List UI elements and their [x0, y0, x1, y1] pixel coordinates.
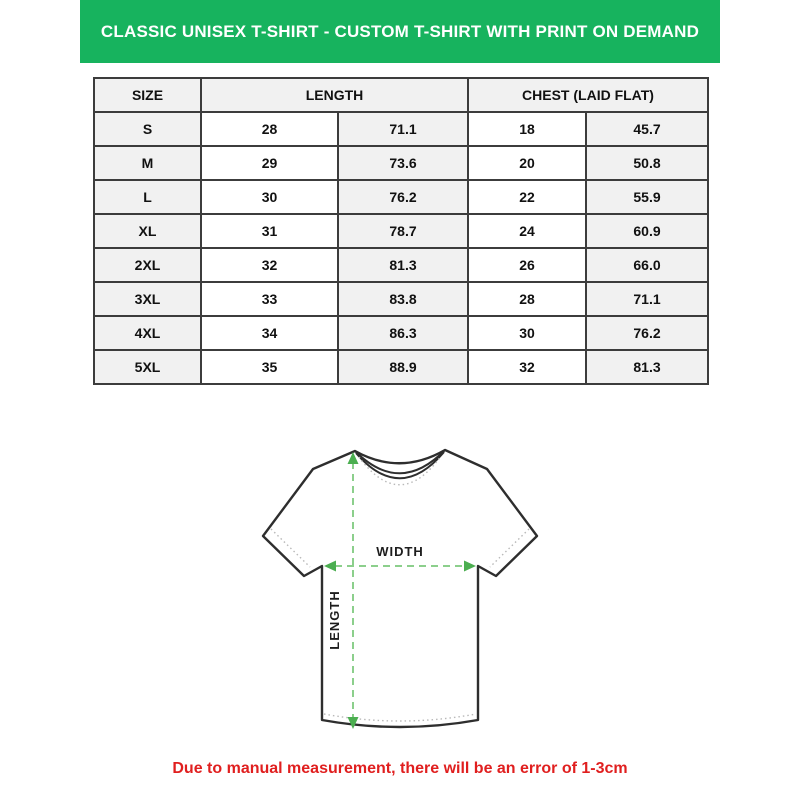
size-cell: L: [94, 180, 201, 214]
chest-inches-cell: 30: [468, 316, 586, 350]
size-cell: 5XL: [94, 350, 201, 384]
length-cm-cell: 81.3: [338, 248, 468, 282]
size-cell: 4XL: [94, 316, 201, 350]
table-row: [94, 146, 708, 180]
chest-cm-cell: 55.9: [586, 180, 708, 214]
chest-inches-cell: 26: [468, 248, 586, 282]
chest-cm-cell: 50.8: [586, 146, 708, 180]
size-cell: S: [94, 112, 201, 146]
banner: [80, 0, 720, 63]
col-header-length: LENGTH: [201, 78, 468, 112]
length-inches-cell: 28: [201, 112, 338, 146]
length-cm-cell: 73.6: [338, 146, 468, 180]
width-label: WIDTH: [376, 544, 424, 559]
chest-cm-cell: 71.1: [586, 282, 708, 316]
table-row: [94, 214, 708, 248]
chest-cm-cell: 45.7: [586, 112, 708, 146]
length-inches-cell: 29: [201, 146, 338, 180]
length-label: LENGTH: [327, 590, 342, 650]
size-cell: M: [94, 146, 201, 180]
chest-cm-cell: 81.3: [586, 350, 708, 384]
chest-inches-cell: 18: [468, 112, 586, 146]
length-cm-cell: 71.1: [338, 112, 468, 146]
col-header-size: SIZE: [94, 78, 201, 112]
table-row: [94, 316, 708, 350]
size-cell: 3XL: [94, 282, 201, 316]
chest-inches-cell: 24: [468, 214, 586, 248]
tshirt-measurement-diagram: [250, 438, 550, 750]
chest-inches-cell: 20: [468, 146, 586, 180]
banner-title: CLASSIC UNISEX T-SHIRT - CUSTOM T-SHIRT WITH PRINT ON DEMAND: [100, 21, 700, 41]
tshirt-outline: [263, 450, 537, 727]
table-row: [94, 248, 708, 282]
chest-cm-cell: 60.9: [586, 214, 708, 248]
length-cm-cell: 83.8: [338, 282, 468, 316]
chest-cm-cell: 76.2: [586, 316, 708, 350]
table-row: [94, 350, 708, 384]
length-inches-cell: 31: [201, 214, 338, 248]
col-header-chest: CHEST (LAID FLAT): [468, 78, 708, 112]
chest-inches-cell: 22: [468, 180, 586, 214]
table-row: [94, 282, 708, 316]
length-cm-cell: 86.3: [338, 316, 468, 350]
length-inches-cell: 33: [201, 282, 338, 316]
chest-inches-cell: 28: [468, 282, 586, 316]
length-inches-cell: 35: [201, 350, 338, 384]
length-cm-cell: 78.7: [338, 214, 468, 248]
table-row: [94, 112, 708, 146]
size-cell: 2XL: [94, 248, 201, 282]
table-header-row: [94, 78, 708, 112]
size-table: [93, 77, 709, 385]
chest-cm-cell: 66.0: [586, 248, 708, 282]
length-inches-cell: 32: [201, 248, 338, 282]
chest-inches-cell: 32: [468, 350, 586, 384]
length-cm-cell: 88.9: [338, 350, 468, 384]
length-cm-cell: 76.2: [338, 180, 468, 214]
table-row: [94, 180, 708, 214]
measurement-error-note: Due to manual measurement, there will be an error of 1-3cm: [172, 760, 628, 777]
length-inches-cell: 30: [201, 180, 338, 214]
size-cell: XL: [94, 214, 201, 248]
length-inches-cell: 34: [201, 316, 338, 350]
